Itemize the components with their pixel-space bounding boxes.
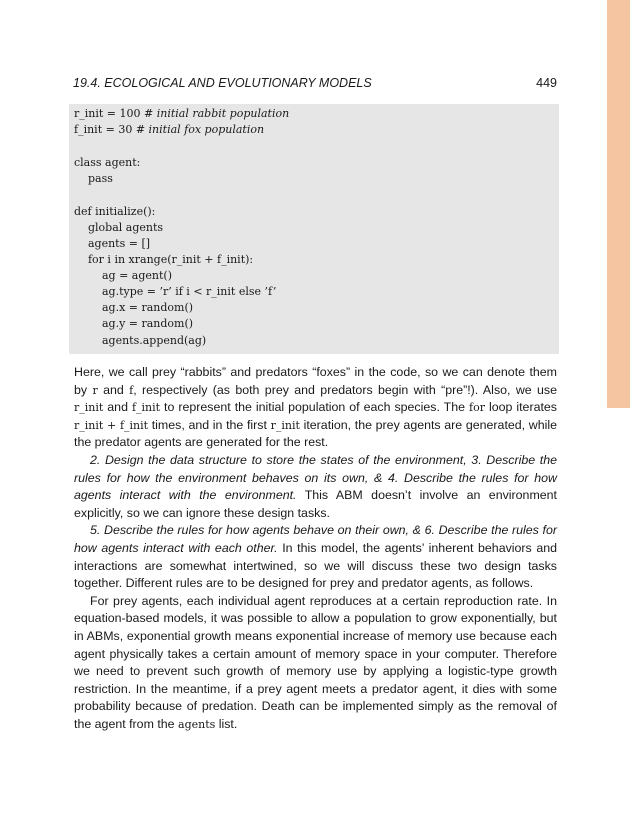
paragraph-environment: [74, 452, 557, 522]
code-line: ag.x = random(): [74, 301, 194, 314]
text-run: , respectively (as both prey and predators begin with “pre”!). Also, we use: [133, 382, 558, 397]
code-line: for i in xrange(r_init + f_init):: [74, 253, 254, 266]
text-run: list.: [215, 716, 238, 731]
running-header: [73, 74, 557, 92]
inline-code: r_init + f_init: [74, 418, 149, 432]
section-title: 19.4. ECOLOGICAL AND EVOLUTIONARY MODELS: [73, 76, 372, 90]
text-run: and: [97, 382, 130, 397]
text-run: times, and in the first: [148, 417, 271, 432]
text-run: For prey agents, each individual agent reproduces at a certain reproduction rate. In equation-based models, it was possible to allow a population to grow exponentially, but in ABMs, exponential growth means exponential increase of memory use because each agent physically takes a certain amount of memory space in your computer. Therefore we need to prevent such growth of memory use by applying a logistic-type growth restriction. In the meantime, if a prey agent meets a predator agent, it dies with some probability because of predation. Death can be implemented simply as the removal of the agent from the: [74, 593, 557, 731]
code-text: f_init = 30 #: [74, 123, 149, 136]
code-comment: initial fox population: [148, 123, 265, 136]
code-listing: [69, 104, 559, 354]
inline-code: for: [469, 401, 485, 415]
code-line: class agent:: [74, 156, 141, 169]
inline-code: f_init: [131, 401, 161, 415]
text-run: Here, we call prey “rabbits” and predators “foxes” in the code, so we can denote them by: [74, 365, 557, 397]
code-line: [74, 106, 289, 122]
paragraph-prey: [74, 593, 557, 734]
body-text: [74, 364, 557, 733]
code-comment: initial rabbit population: [156, 107, 290, 120]
paragraph-intro: [74, 364, 557, 452]
text-run: to represent the initial population of each species. The: [160, 400, 470, 415]
inline-code: f: [129, 383, 134, 397]
inline-code: r: [92, 383, 98, 397]
text-run: iteration, the prey agents are generated, while the predator agents are generated for the rest.: [74, 417, 558, 450]
code-line: agents.append(ag): [74, 334, 207, 347]
code-line: agents = []: [74, 237, 151, 250]
design-task-heading: 2. Design the data structure to store the states of the environment, 3. Describe the rules for how the environment behaves on its own, & 4. Describe the rules for how agents interact with the environment.: [74, 452, 557, 503]
code-line: [74, 122, 264, 138]
text-run: and: [103, 400, 132, 415]
text-run: loop iterates: [484, 400, 557, 415]
code-line: ag.y = random(): [74, 317, 194, 330]
paragraph-agent-rules: [74, 522, 557, 592]
code-text: r_init = 100 #: [74, 107, 157, 120]
design-task-heading: 5. Describe the rules for how agents behave on their own, & 6. Describe the rules for how agents interact with each other.: [74, 523, 557, 555]
text-run: This ABM doesn’t involve an environment explicitly, so we can ignore these design tasks.: [74, 488, 557, 520]
inline-code: r_init: [270, 418, 300, 432]
inline-code: r_init: [74, 401, 104, 415]
code-line: pass: [74, 172, 113, 185]
chapter-edge-tab: [607, 0, 630, 408]
code-line: def initialize():: [74, 205, 156, 218]
inline-code: agents: [178, 717, 216, 731]
code-line: global agents: [74, 221, 164, 234]
code-line: ag = agent(): [74, 269, 172, 282]
code-line: ag.type = ’r’ if i < r_init else ’f’: [74, 285, 277, 298]
page-number: 449: [536, 76, 557, 90]
text-run: In this model, the agents’ inherent behaviors and interactions are somewhat intertwined, so we will discuss these two design tasks together. Different rules are to be designed for prey and predator agents, as follows.: [74, 540, 557, 591]
